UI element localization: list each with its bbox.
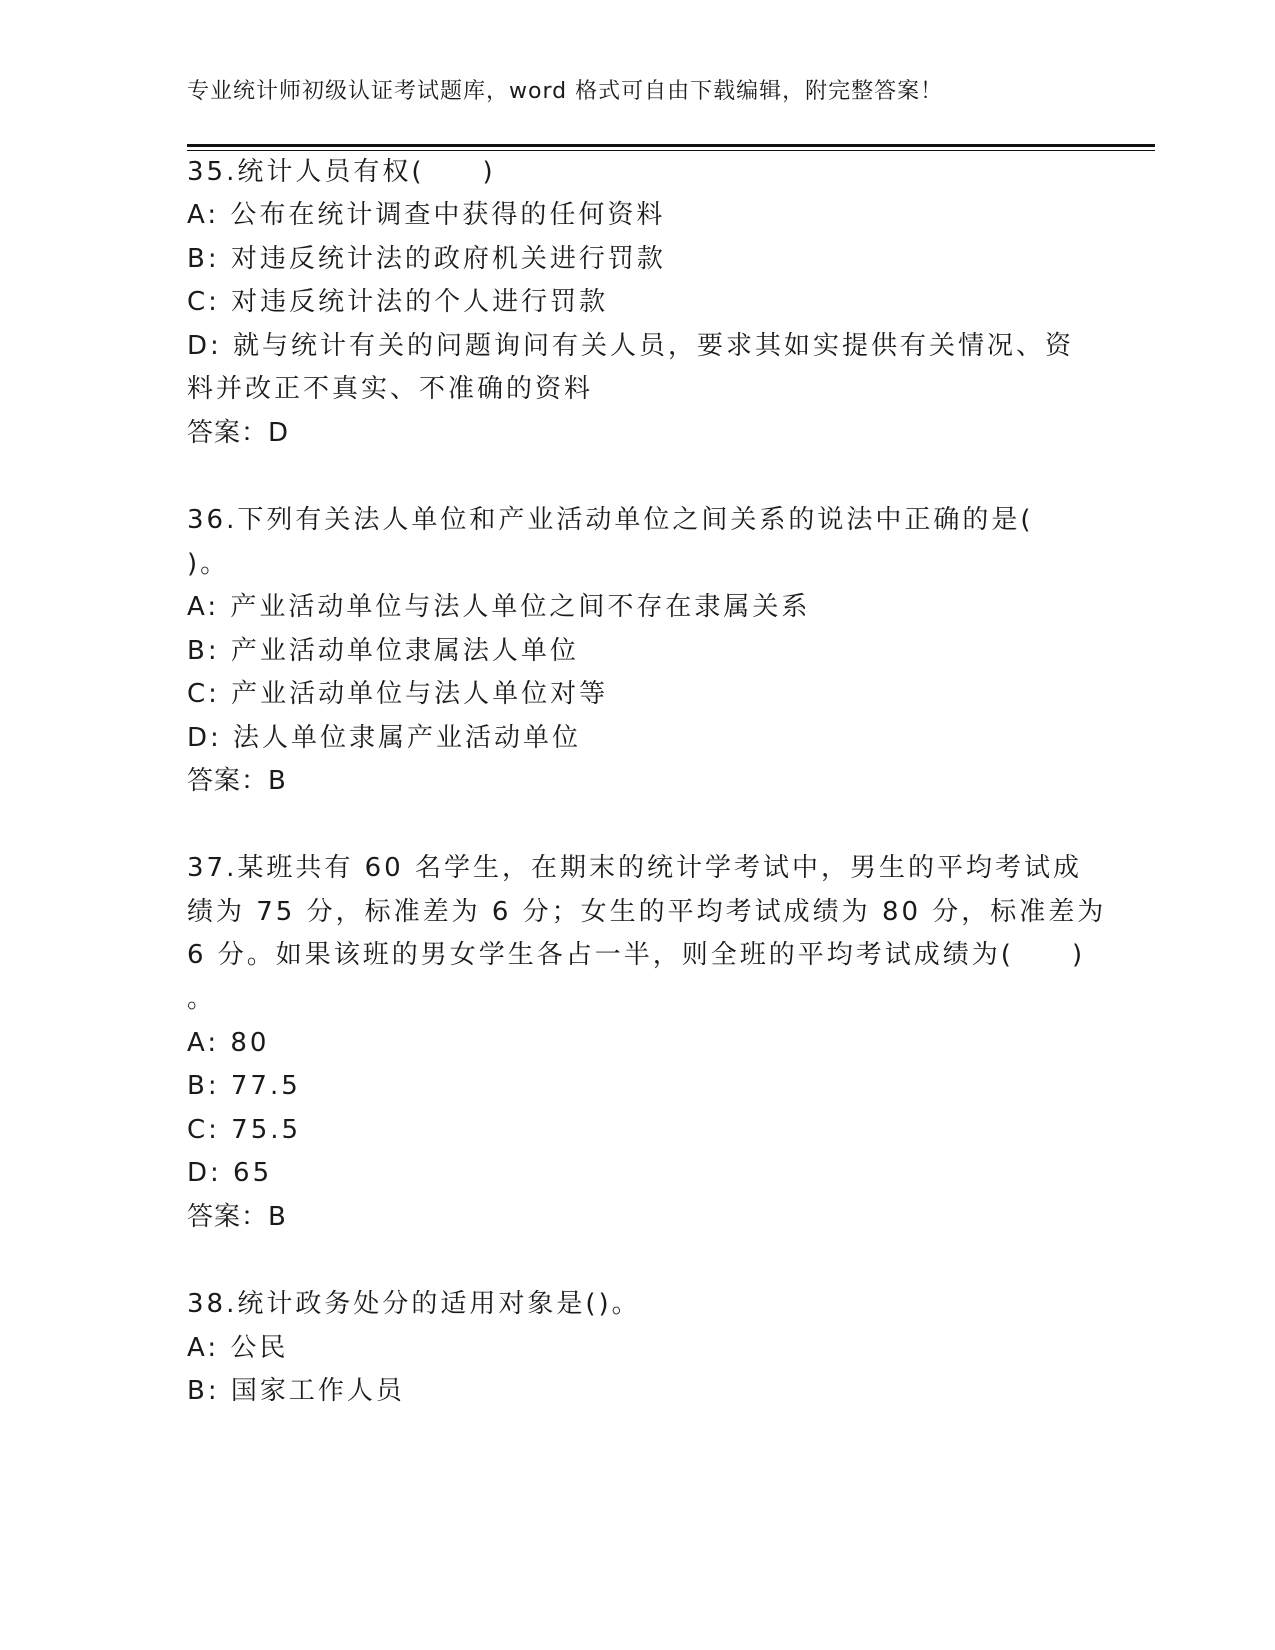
question-37-answer: 答案：B [187, 1202, 287, 1232]
question-36-stem: 36.下列有关法人单位和产业活动单位之间关系的说法中正确的是( [187, 505, 1034, 535]
header-divider [187, 144, 1155, 147]
question-37-option-a: A: 80 [187, 1028, 270, 1058]
question-35-option-d: D: 就与统计有关的问题询问有关人员，要求其如实提供有关情况、资 [187, 331, 1075, 361]
question-37-stem: 37.某班共有 60 名学生，在期末的统计学考试中，男生的平均考试成 [187, 853, 1082, 883]
header-divider-thin [187, 150, 1155, 151]
question-35-stem: 35.统计人员有权( ) [187, 157, 496, 187]
question-36-option-b: B: 产业活动单位隶属法人单位 [187, 636, 579, 666]
page-header: 专业统计师初级认证考试题库，word 格式可自由下载编辑，附完整答案！ [187, 79, 944, 104]
question-36-stem-cont: )。 [187, 549, 230, 579]
question-37-option-d: D: 65 [187, 1158, 273, 1188]
question-35-answer: 答案：D [187, 418, 290, 448]
question-37-stem-4: 。 [187, 984, 217, 1014]
question-37-stem-2: 绩为 75 分，标准差为 6 分；女生的平均考试成绩为 80 分，标准差为 [187, 897, 1107, 927]
question-37-stem-3: 6 分。如果该班的男女学生各占一半，则全班的平均考试成绩为( ) [187, 940, 1086, 970]
question-37-option-c: C: 75.5 [187, 1115, 302, 1145]
question-37-option-b: B: 77.5 [187, 1071, 301, 1101]
question-36-option-c: C: 产业活动单位与法人单位对等 [187, 679, 609, 709]
question-35-option-c: C: 对违反统计法的个人进行罚款 [187, 287, 609, 317]
question-35-option-a: A: 公布在统计调查中获得的任何资料 [187, 200, 666, 230]
question-38-option-b: B: 国家工作人员 [187, 1376, 405, 1406]
question-36-option-a: A: 产业活动单位与法人单位之间不存在隶属关系 [187, 592, 811, 622]
question-36-answer: 答案：B [187, 766, 287, 796]
question-36-option-d: D: 法人单位隶属产业活动单位 [187, 723, 582, 753]
question-38-option-a: A: 公民 [187, 1333, 289, 1363]
question-38-stem: 38.统计政务处分的适用对象是()。 [187, 1289, 641, 1319]
question-35-option-d-cont: 料并改正不真实、不准确的资料 [187, 374, 594, 404]
question-35-option-b: B: 对违反统计法的政府机关进行罚款 [187, 244, 666, 274]
